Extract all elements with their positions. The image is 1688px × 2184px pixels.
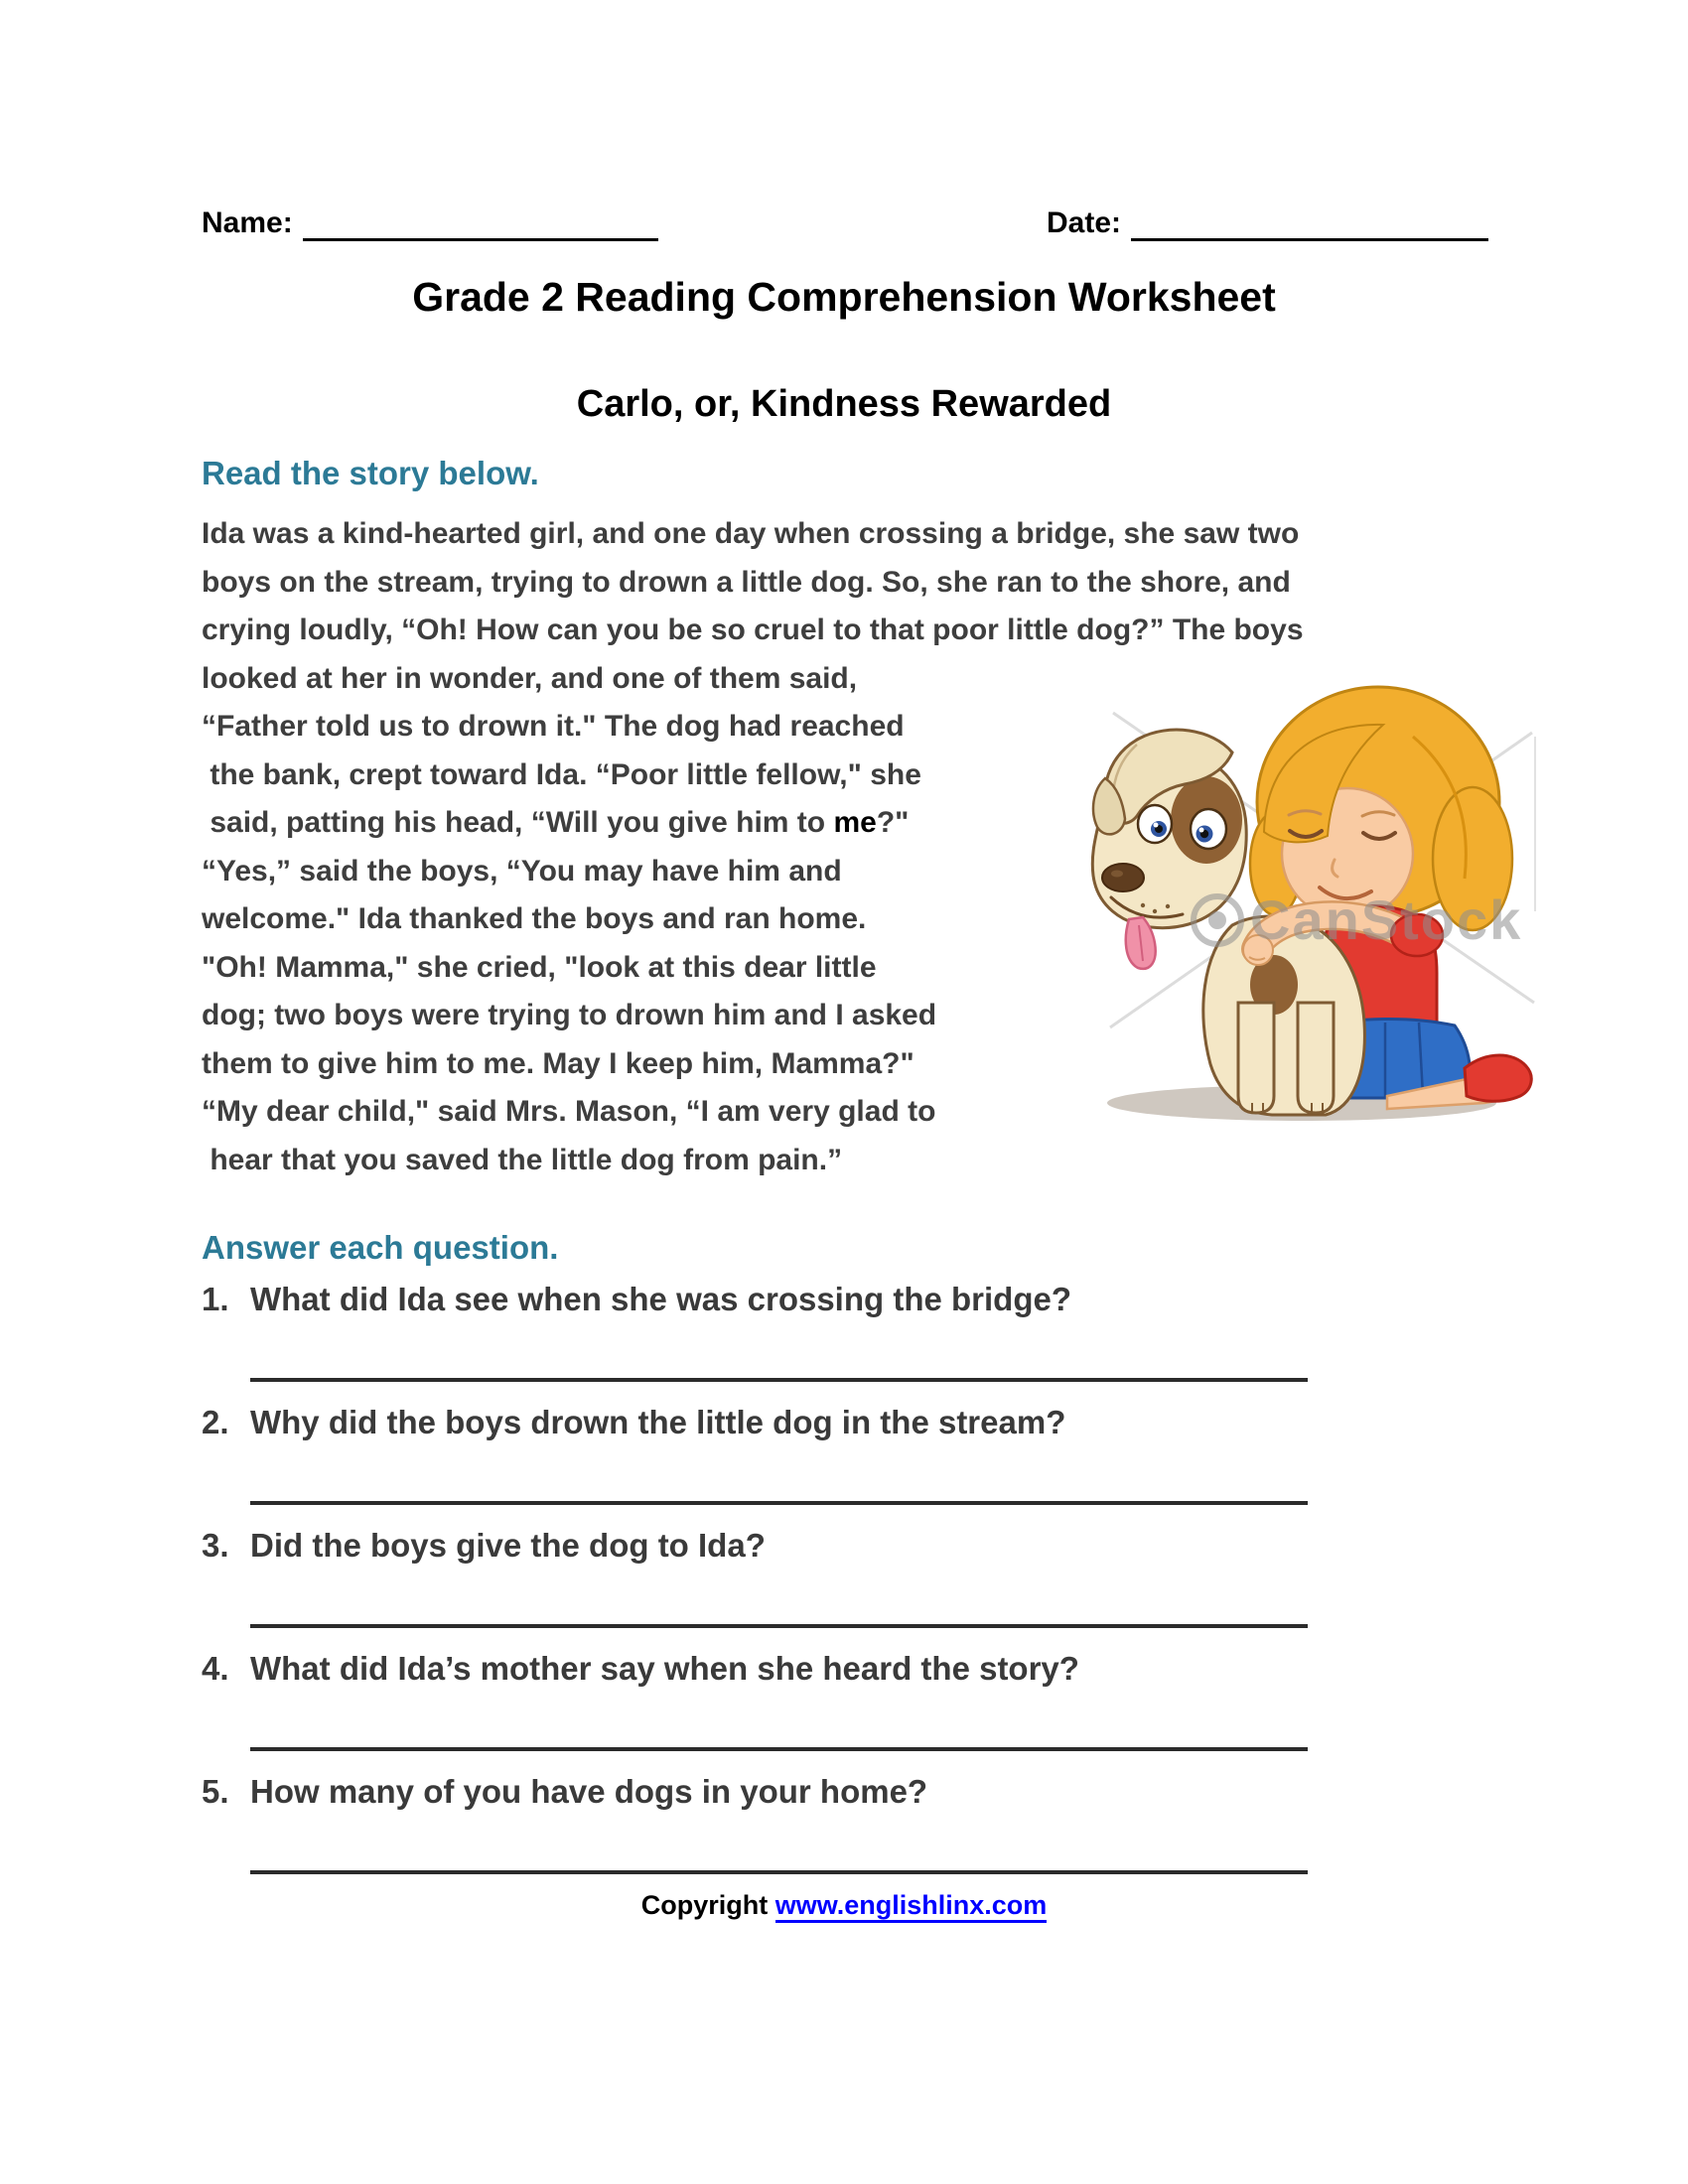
girl-red-shoe [1465,1055,1531,1101]
date-label: Date: [1047,206,1122,239]
question-row [202,1772,1393,1812]
question-number: 1. [202,1281,229,1317]
watermark-text: CanStock [1250,888,1523,951]
question-number: 4. [202,1650,229,1687]
date-field-group [1047,205,1488,241]
question-block [202,1403,1393,1526]
date-blank-line [1131,205,1488,241]
answer-blank-line [250,1378,1308,1382]
englishlinx-link[interactable]: www.englishlinx.com [775,1890,1048,1923]
question-text: Why did the boys drown the little dog in the stream? [250,1404,1066,1440]
answer-blank-line [250,1870,1308,1874]
question-row [202,1526,1393,1566]
questions-list [202,1280,1393,1895]
story-line: boys on the stream, trying to drown a little dog. So, she ran to the shore, and [202,565,1291,599]
story-line: Ida was a kind-hearted girl, and one day when crossing a bridge, she saw two [202,517,1300,550]
question-block [202,1526,1393,1649]
question-row [202,1280,1393,1319]
story-title: Carlo, or, Kindness Rewarded [576,383,1112,425]
page-title: Grade 2 Reading Comprehension Worksheet [412,274,1276,320]
story-section-heading: Read the story below. [202,455,539,491]
story-line: said, patting his head, “Will you give him to me?" [202,806,910,839]
question-number: 2. [202,1404,229,1440]
story-line: looked at her in wonder, and one of them said, [202,661,858,695]
name-blank-line [303,205,658,241]
header-row [202,205,1494,244]
question-text: Did the boys give the dog to Ida? [250,1527,766,1564]
answer-blank-line [250,1747,1308,1751]
dog-nose [1102,864,1144,891]
story-line: hear that you saved the little dog from pain.” [202,1143,843,1176]
question-number: 3. [202,1527,229,1564]
questions-section-heading: Answer each question. [202,1229,559,1266]
illustration-svg [1085,675,1542,1132]
question-block [202,1772,1393,1895]
dog-front-leg [1298,1003,1334,1113]
footer [0,1890,1688,1921]
question-block [202,1280,1393,1403]
name-field-group [202,205,658,241]
question-text: What did Ida see when she was crossing the bridge? [250,1281,1071,1317]
story-line: them to give him to me. May I keep him, Mamma?" [202,1046,914,1080]
girl-hugging-dog-illustration [1085,675,1542,1132]
question-number: 5. [202,1773,229,1810]
story-line: crying loudly, “Oh! How can you be so cruel to that poor little dog?” The boys [202,614,1304,646]
name-label: Name: [202,206,293,239]
dog-front-leg [1238,1003,1274,1113]
question-block [202,1649,1393,1772]
story-line: dog; two boys were trying to drown him and I asked [202,999,937,1031]
story-line: "Oh! Mamma," she cried, "look at this dear little [202,950,877,984]
question-row [202,1649,1393,1689]
question-text: How many of you have dogs in your home? [250,1773,928,1810]
story-emphasis-word: me [833,806,877,839]
story-line: “Yes,” said the boys, “You may have him and [202,854,842,887]
answer-blank-line [250,1624,1308,1628]
copyright-label: Copyright [640,1890,769,1920]
story-line: “My dear child," said Mrs. Mason, “I am very glad to [202,1095,936,1128]
question-row [202,1403,1393,1442]
story-line: welcome." Ida thanked the boys and ran home. [202,902,867,935]
answer-blank-line [250,1501,1308,1505]
story-line: “Father told us to drown it." The dog had reached [202,710,905,743]
question-text: What did Ida’s mother say when she heard the story? [250,1650,1079,1687]
story-line: the bank, crept toward Ida. “Poor little fellow," she [202,757,921,791]
